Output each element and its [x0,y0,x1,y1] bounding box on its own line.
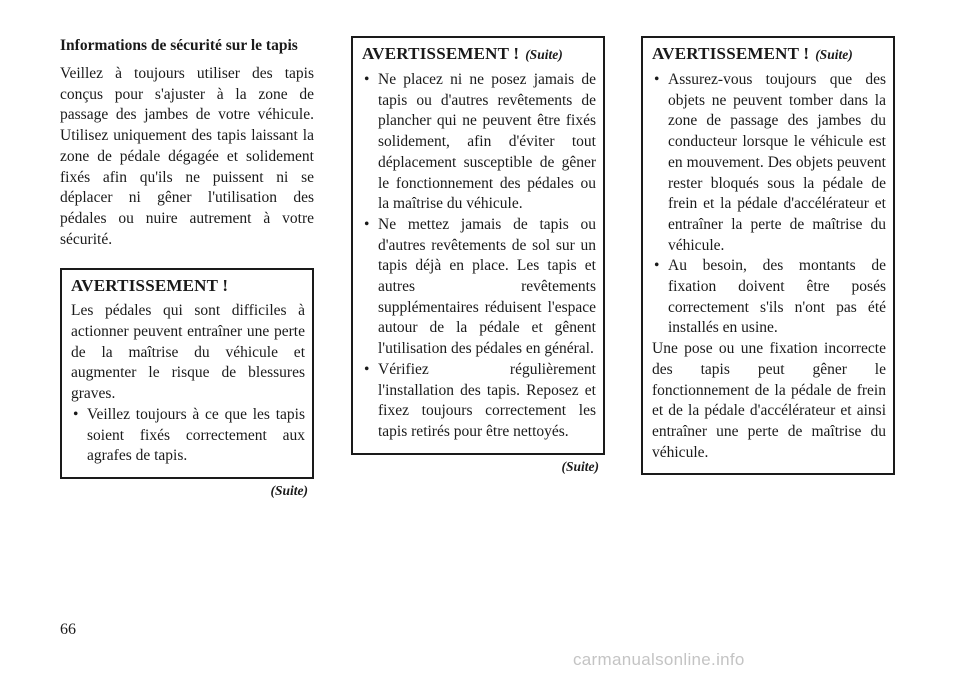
warning-bullet: • Veillez toujours à ce que les tapis soient fixés correctement aux agrafes de tapis. [71,405,305,467]
column-2 [351,36,605,475]
warning-title: AVERTISSEMENT ! (Suite) [362,44,563,63]
warning-bullet-list [71,405,305,467]
intro-paragraph: Veillez à toujours utiliser des tapis conçus pour s'ajuster à la zone de passage des jambes de votre véhicule. Utilisez uniquement des tapis laissant la zone de pédale dégagée et solidement fixés afin qu'ils ne puissent ni se déplacer ni gêner l'utilisation des pédales ou nuire autrement à votre sécurité. [60,65,314,248]
column-3 [641,36,895,475]
continued-label: (Suite) [270,482,308,498]
warning-bullet: • Au besoin, des montants de fixation doivent être posés correctement s'ils n'ont pas été installés en usine. [652,256,886,339]
page-number: 66 [60,621,76,638]
warning-bullet-list [362,70,596,443]
column-1 [60,36,314,499]
warning-box-3 [641,36,895,475]
warning-intro: Les pédales qui sont difficiles à actionner peuvent entraîner une perte de la maîtrise du véhicule et augmenter le risque de blessures graves. [71,302,305,403]
warning-title: AVERTISSEMENT ! (Suite) [652,44,853,63]
warning-bullet-list [652,70,886,339]
warning-suite-label: (Suite) [525,47,563,62]
warning-bullet: • Assurez-vous toujours que des objets ne peuvent tomber dans la zone de passage des jambes du conducteur lorsque le véhicule est en mouvement. Des objets peuvent rester bloqués sous la pédale de frein et la pédale d'accélérateur et entraîner la perte de maîtrise du véhicule. [652,70,886,256]
warning-box-1 [60,268,314,479]
warning-suite-label: (Suite) [815,47,853,62]
watermark-link[interactable]: carmanualsonline.info [573,650,745,669]
warning-bullet: • Ne placez ni ne posez jamais de tapis ou d'autres revêtements de plancher qui ne peuvent être fixés solidement, afin d'éviter tout déplacement susceptible de gêner le fonctionnement des pédales ou la maîtrise du véhicule. [362,70,596,215]
warning-closing-text: Une pose ou une fixation incorrecte des tapis peut gêner le fonctionnement de la pédale de frein et de la pédale d'accélérateur et ainsi entraîner une perte de maîtrise du véhicule. [652,340,886,461]
continued-label: (Suite) [561,458,599,474]
warning-bullet: • Ne mettez jamais de tapis ou d'autres revêtements de sol sur un tapis déjà en place. Les tapis et autres revêtements supplémentaires réduisent l'espace autour de la pédale et gênent l'utilisation des pédales en général. [362,215,596,360]
warning-title: AVERTISSEMENT ! [71,276,229,296]
warning-bullet: • Vérifiez régulièrement l'installation des tapis. Reposez et fixez toujours correctement les tapis retirés pour être nettoyés. [362,360,596,443]
warning-box-2 [351,36,605,455]
section-heading: Informations de sécurité sur le tapis [60,37,298,54]
